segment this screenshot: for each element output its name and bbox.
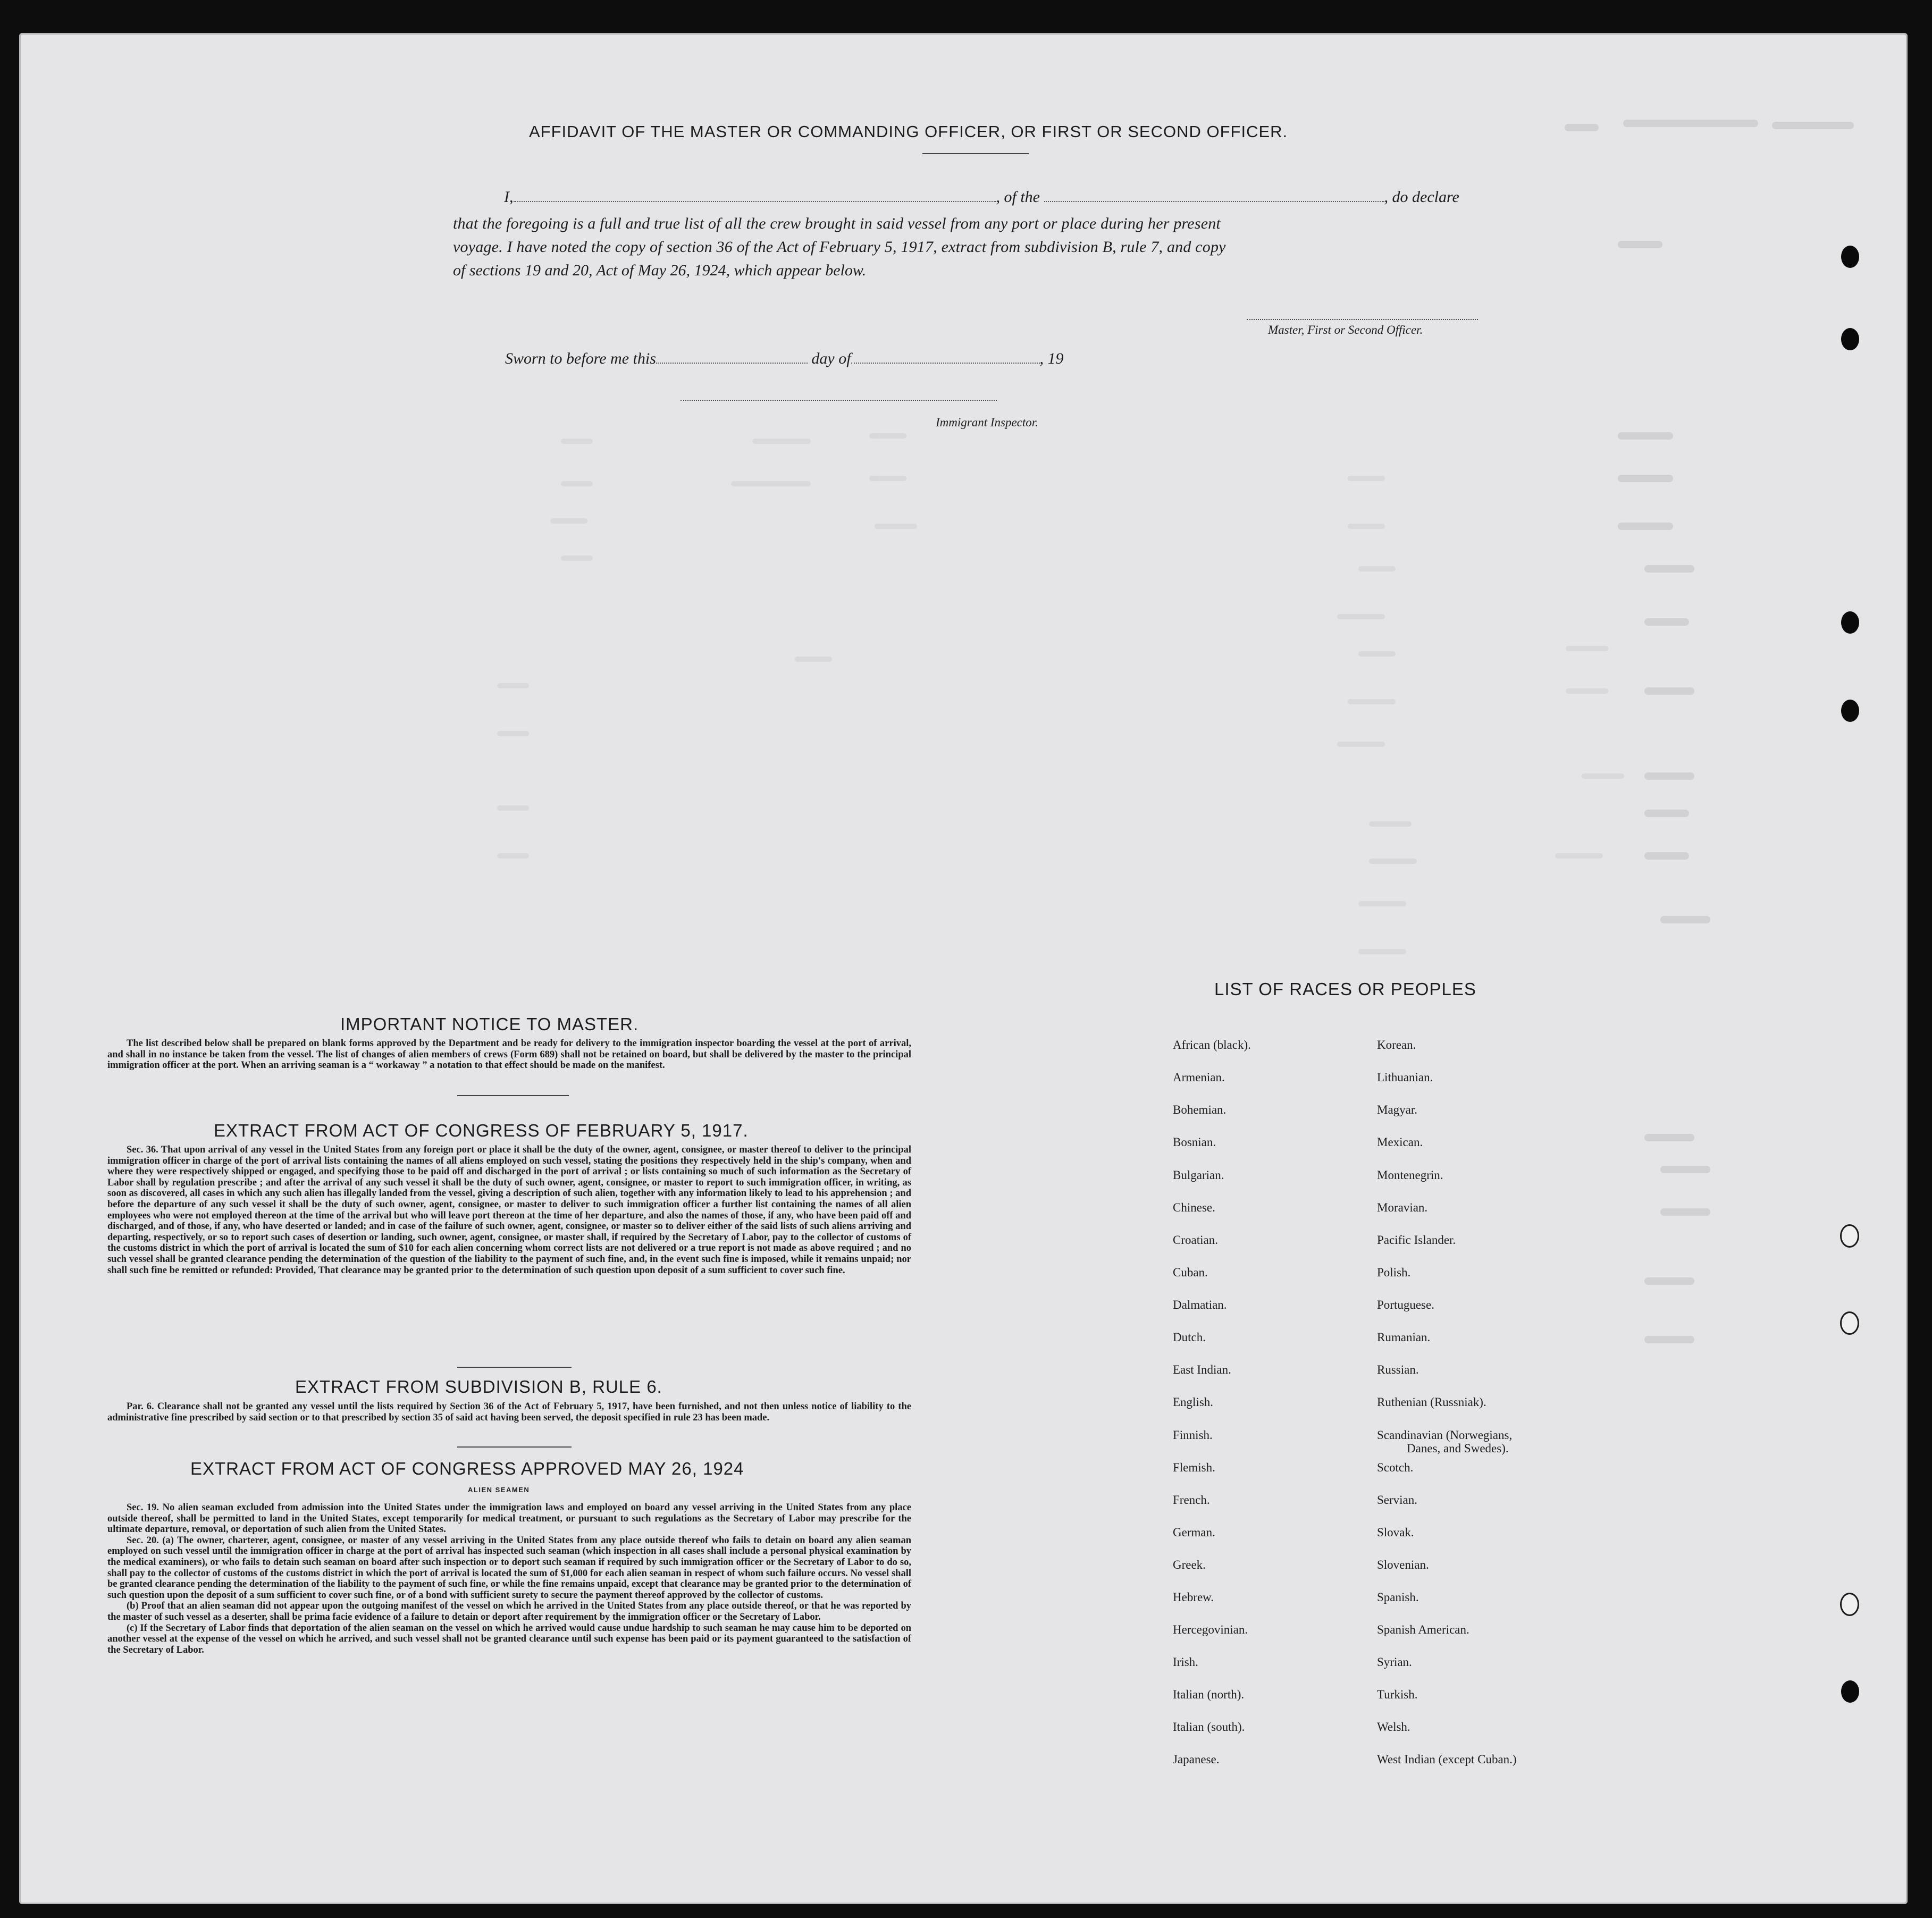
race-left-item: Finnish. — [1173, 1428, 1213, 1442]
race-right-item: Magyar. — [1377, 1103, 1418, 1116]
sworn-day-of-label: day of — [811, 350, 851, 367]
race-right-item: Pacific Islander. — [1377, 1233, 1456, 1247]
race-right-item: Rumanian. — [1377, 1331, 1431, 1344]
race-left-item: Dutch. — [1173, 1331, 1206, 1344]
extract-1924-sec20a: Sec. 20. (a) The owner, charterer, agent, consignee, or master of any vessel arriving in the United States from any place outside thereof who fails to detain on board any alien seaman employed on such vessel until the immigration officer in charge at the port of arrival has inspected such seaman (which inspection in all cases shall include a personal physical examination by the medical examiners), or who fails to detain such seaman on board after such inspection or to deport such seaman if required by such immigration officer or the Secretary of Labor to do so, shall pay to the collector of customs of the customs district in which the port of arrival is located the sum of $1,000 for each alien seaman in respect of whom such failure occurs. No vessel shall be granted clearance pending the determination of the liability to the payment of such fine, or while the fine remains unpaid, except that clearance may be granted prior to the determination of such question upon the deposit of a sum sufficient to cover such fine, or of a bond with sufficient surety to secure the payment thereof approved by the collector of customs. — [107, 1535, 911, 1601]
punch-hole — [1840, 1593, 1859, 1616]
extract-1924-subtitle: ALIEN SEAMEN — [468, 1486, 530, 1494]
race-right-item: Lithuanian. — [1377, 1071, 1433, 1084]
sworn-prefix: Sworn to before me this — [505, 350, 656, 367]
punch-hole — [1840, 1224, 1859, 1248]
race-left-item: Chinese. — [1173, 1201, 1215, 1214]
race-right-item: Scotch. — [1377, 1461, 1414, 1474]
extract-1924-title: EXTRACT FROM ACT OF CONGRESS APPROVED MAY 26, 1924 — [190, 1459, 744, 1478]
race-right-item: Polish. — [1377, 1266, 1411, 1279]
race-left-item: French. — [1173, 1493, 1210, 1507]
race-right-item: Spanish American. — [1377, 1623, 1469, 1636]
punch-hole — [1840, 1311, 1859, 1335]
extract-1924-sec20b: (b) Proof that an alien seaman did not appear upon the outgoing manifest of the vessel on which he arrived in the United States from any place outside thereof, or that he was reported by the master of such vessel as a deserter, shall be prima facie evidence of a failure to detain or deport after requirement by the immigration officer or the Secretary of Labor. — [107, 1601, 911, 1622]
race-left-item: Italian (south). — [1173, 1720, 1245, 1734]
race-left-item: Armenian. — [1173, 1071, 1225, 1084]
race-right-item: Russian. — [1377, 1363, 1419, 1376]
notice-rule — [457, 1095, 569, 1096]
master-signature-label: Master, First or Second Officer. — [1268, 323, 1423, 337]
affiant-name-field[interactable] — [514, 185, 996, 202]
race-left-item: Irish. — [1173, 1655, 1198, 1669]
race-left-item: Bulgarian. — [1173, 1168, 1224, 1182]
race-right-item: Slovenian. — [1377, 1558, 1429, 1571]
race-left-item: Bohemian. — [1173, 1103, 1227, 1116]
race-right-item: Syrian. — [1377, 1655, 1412, 1669]
race-left-item: Cuban. — [1173, 1266, 1208, 1279]
race-right-item: Montenegrin. — [1377, 1168, 1443, 1182]
affidavit-i-label: I, — [504, 188, 514, 206]
extract-rule6-rule — [457, 1446, 572, 1448]
race-right-item: Welsh. — [1377, 1720, 1410, 1734]
extract-1917-rule — [457, 1367, 572, 1368]
punch-hole — [1841, 328, 1859, 350]
race-right-item: Servian. — [1377, 1493, 1418, 1507]
sworn-year-label: , 19 — [1039, 350, 1064, 367]
race-left-item: Hercegovinian. — [1173, 1623, 1248, 1636]
race-right-item: Scandinavian (Norwegians, — [1377, 1428, 1513, 1442]
race-left-item: Italian (north). — [1173, 1688, 1245, 1701]
race-left-item: English. — [1173, 1395, 1214, 1409]
extract-1924-sec19: Sec. 19. No alien seaman excluded from admission into the United States under the immigration laws and employed on board any vessel arriving in the United States from any place outside thereof, shall be permitted to land in the United States, except temporarily for medical treatment, or pursuant to such regulations as the Secretary of Labor may prescribe for the ultimate departure, removal, or deportation of such alien from the United States. — [107, 1502, 911, 1535]
race-left-item: Hebrew. — [1173, 1591, 1214, 1604]
affidavit-line-3: voyage. I have noted the copy of section 36 of the Act of February 5, 1917, extract from subdivision B, rule 7, and copy — [453, 238, 1226, 256]
affidavit-title-rule — [922, 153, 1029, 154]
extract-1917-body: Sec. 36. That upon arrival of any vessel in the United States from any foreign port or place it shall be the duty of the owner, agent, consignee, or master thereof to deliver to the principal immigration officer in charge of the port of arrival lists containing the names of all aliens employed on such vessel, stating the positions they respectively held in the ship's company, when and where they were respectively shipped or engaged, and specifying those to be paid off and discharged in the port of arrival ; or lists containing so much of such information as the Secretary of Labor shall by regulation prescribe ; and after the arrival of any such vessel it shall be the duty of such owner, agent, consignee, or master to report to such immigration officer, in writing, as soon as discovered, all cases in which any such alien has illegally landed from the vessel, giving a description of such alien, together with any information likely to lead to his apprehension ; and before the departure of any such vessel it shall be the duty of such owner, agent, consignee, or master to deliver to such immigration officer a further list containing the names of all alien employees who were not employed thereon at the time of the arrival but who will leave port thereon at the time of her departure, and also the names of those, if any, who have been paid off and discharged, and of those, if any, who have deserted or landed; and in case of the failure of such owner, agent, consignee, or master so to deliver either of the said lists of such aliens arriving and departing, respectively, or so to report such cases of desertion or landing, such owner, agent, consignee, or master shall, if required by the Secretary of Labor, pay to the collector of customs of the customs district in which the port of arrival is located the sum of $10 for each alien concerning whom correct lists are not delivered or a true report is not made as above required ; and no such vessel shall be granted clearance pending the determination of the question of the liability to the payment of such fine, and, in the event such fine is imposed, while it remains unpaid; nor shall such fine be remitted or refunded: Provided, That clearance may be granted prior to the determination of such question upon deposit of a sum sufficient to cover such fine. — [107, 1145, 911, 1276]
notice-body: The list described below shall be prepared on blank forms approved by the Department and be ready for delivery to the immigration inspector boarding the vessel at the port of arrival, and shall in no instance be taken from the vessel. The list of changes of alien members of crews (Form 689) shall not be retained on board, but shall be delivered by the master to the principal immigration officer at the port. When an arriving seaman is a “ workaway ” a notation to that effect should be made on the manifest. — [107, 1038, 911, 1071]
inspector-signature-line[interactable] — [681, 400, 997, 401]
extract-rule6-body: Par. 6. Clearance shall not be granted any vessel until the lists required by Section 36 of the Act of February 5, 1917, have been furnished, and not then unless notice of liability to the administrative fine prescribed by said section or to that prescribed by section 35 of said act having been served, the deposit specified in rule 23 has been made. — [107, 1401, 911, 1423]
race-left-item: Flemish. — [1173, 1461, 1215, 1474]
extract-1924-sec20c: (c) If the Secretary of Labor finds that deportation of the alien seaman on the vessel on which he arrived would cause undue hardship to such seaman he may cause him to be deported on another vessel at the expense of the vessel on which he arrived, and such vessel shall not be granted clearance until such expense has been paid or its payment guaranteed to the satisfaction of the Secretary of Labor. — [107, 1622, 911, 1655]
race-right-item: Ruthenian (Russniak). — [1377, 1395, 1486, 1409]
race-right-item: Slovak. — [1377, 1526, 1414, 1539]
affidavit-of-the-label: , of the — [996, 188, 1040, 206]
affidavit-title: AFFIDAVIT OF THE MASTER OR COMMANDING OFFICER, OR FIRST OR SECOND OFFICER. — [529, 122, 1288, 141]
punch-hole — [1841, 611, 1859, 634]
punch-hole — [1841, 700, 1859, 722]
race-right-item: Turkish. — [1377, 1688, 1418, 1701]
races-title: LIST OF RACES OR PEOPLES — [1214, 979, 1476, 999]
inspector-signature-label: Immigrant Inspector. — [936, 416, 1038, 429]
race-right-item: West Indian (except Cuban.) — [1377, 1753, 1517, 1766]
master-signature-line[interactable] — [1247, 319, 1478, 320]
sworn-day-field[interactable] — [656, 347, 808, 364]
race-left-item: Croatian. — [1173, 1233, 1218, 1247]
punch-hole — [1841, 1680, 1859, 1703]
punch-hole — [1841, 246, 1859, 268]
extract-1924-body — [107, 1502, 911, 1655]
race-left-item: Japanese. — [1173, 1753, 1220, 1766]
race-right-item: Mexican. — [1377, 1135, 1423, 1149]
affiant-vessel-field[interactable] — [1044, 185, 1384, 202]
extract-rule6-title: EXTRACT FROM SUBDIVISION B, RULE 6. — [295, 1377, 662, 1397]
race-right-item: Moravian. — [1377, 1201, 1428, 1214]
affidavit-line-2: that the foregoing is a full and true list of all the crew brought in said vessel from any port or place during her present — [453, 215, 1221, 232]
notice-title: IMPORTANT NOTICE TO MASTER. — [340, 1014, 639, 1034]
race-left-item: German. — [1173, 1526, 1215, 1539]
affidavit-declare-label: , do declare — [1384, 188, 1459, 206]
race-left-item: African (black). — [1173, 1038, 1251, 1051]
race-left-item: East Indian. — [1173, 1363, 1231, 1376]
sworn-line — [505, 347, 1064, 368]
affidavit-declaration-line — [504, 185, 1459, 206]
race-left-item: Bosnian. — [1173, 1135, 1216, 1149]
extract-1917-title: EXTRACT FROM ACT OF CONGRESS OF FEBRUARY 5, 1917. — [214, 1121, 749, 1140]
affidavit-line-4: of sections 19 and 20, Act of May 26, 1924, which appear below. — [453, 262, 867, 279]
race-right-continuation: Danes, and Swedes). — [1407, 1442, 1509, 1455]
race-right-item: Korean. — [1377, 1038, 1416, 1051]
race-left-item: Greek. — [1173, 1558, 1206, 1571]
race-right-item: Spanish. — [1377, 1591, 1419, 1604]
sworn-month-field[interactable] — [851, 347, 1040, 364]
race-left-item: Dalmatian. — [1173, 1298, 1227, 1311]
race-right-item: Portuguese. — [1377, 1298, 1434, 1311]
